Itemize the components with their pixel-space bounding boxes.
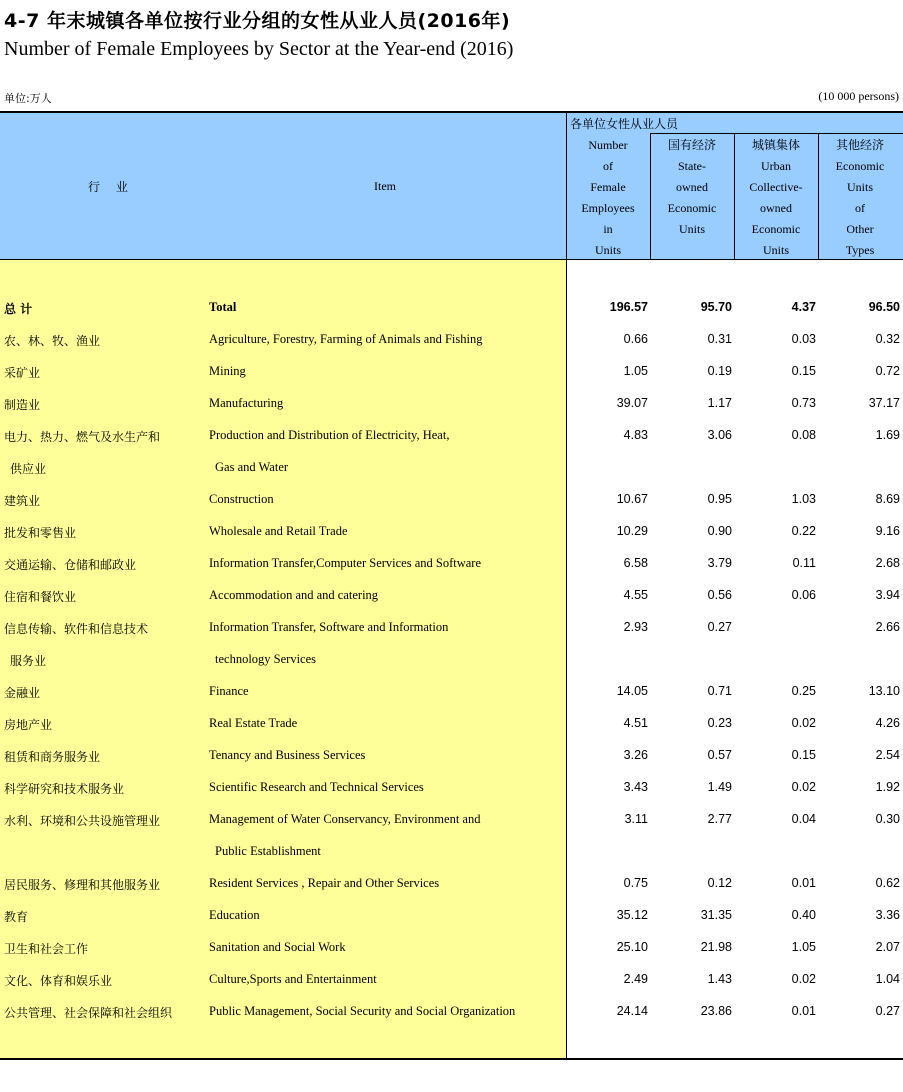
row-value: 1.03 xyxy=(791,492,816,506)
row-label-en: Mining xyxy=(209,364,246,378)
row-value: 0.40 xyxy=(791,908,816,922)
row-label-en: Finance xyxy=(209,684,249,698)
row-value: 13.10 xyxy=(868,684,900,698)
table-row xyxy=(0,420,903,476)
row-value: 0.62 xyxy=(875,876,900,890)
row-label-en: Public Management, Social Security and Social Organization xyxy=(209,1004,516,1018)
row-label-en: Education xyxy=(209,908,260,922)
header-column-en-line: Collective- xyxy=(749,180,803,194)
table-row xyxy=(0,676,903,708)
header-column-en-line: Types xyxy=(845,243,875,257)
header-column-en-line: Units xyxy=(594,243,621,257)
row-value: 3.94 xyxy=(875,588,900,602)
header-item-cn: 行 业 xyxy=(88,180,134,194)
row-value: 39.07 xyxy=(616,396,648,410)
row-label-en: Total xyxy=(209,300,237,314)
table-row xyxy=(0,548,903,580)
row-value: 3.06 xyxy=(707,428,732,442)
row-value: 0.03 xyxy=(791,332,816,346)
row-value: 4.55 xyxy=(623,588,648,602)
row-label-cn: 居民服务、修理和其他服务业 xyxy=(4,878,161,892)
row-value: 0.73 xyxy=(791,396,816,410)
table-row xyxy=(0,388,903,420)
row-value: 0.27 xyxy=(707,620,732,634)
row-value: 3.43 xyxy=(623,780,648,794)
header-column xyxy=(818,135,902,261)
row-label-en: Wholesale and Retail Trade xyxy=(209,524,348,538)
table-row xyxy=(0,612,903,668)
header-column-en-line: in xyxy=(603,222,613,236)
row-value: 1.04 xyxy=(875,972,900,986)
row-label-en: Management of Water Conservancy, Environment and xyxy=(209,812,481,826)
table-row xyxy=(0,932,903,964)
table-row xyxy=(0,356,903,388)
row-value: 10.29 xyxy=(616,524,648,538)
row-value: 0.71 xyxy=(707,684,732,698)
row-value: 25.10 xyxy=(616,940,648,954)
header-column-en-line: Economic xyxy=(667,201,717,215)
row-label-en: Resident Services , Repair and Other Services xyxy=(209,876,440,890)
row-label-en: Construction xyxy=(209,492,274,506)
row-value: 0.27 xyxy=(875,1004,900,1018)
row-value: 21.98 xyxy=(700,940,732,954)
table-row xyxy=(0,868,903,900)
row-label-cn: 水利、环境和公共设施管理业 xyxy=(4,814,161,828)
row-value: 0.72 xyxy=(875,364,900,378)
row-value: 0.25 xyxy=(791,684,816,698)
row-value: 31.35 xyxy=(700,908,732,922)
table-row xyxy=(0,484,903,516)
row-label-cn: 总 计 xyxy=(4,302,33,316)
header-group-label: 各单位女性从业人员 xyxy=(570,117,679,131)
row-value: 0.02 xyxy=(791,716,816,730)
row-label-en: Scientific Research and Technical Services xyxy=(209,780,424,794)
row-value: 3.36 xyxy=(875,908,900,922)
row-value: 2.93 xyxy=(623,620,648,634)
row-value: 1.43 xyxy=(707,972,732,986)
row-value: 95.70 xyxy=(700,300,732,314)
row-label-cn: 租赁和商务服务业 xyxy=(4,750,101,764)
header-column-en-line: Units xyxy=(762,243,789,257)
top-rule xyxy=(0,111,903,113)
row-label-en-cont: technology Services xyxy=(215,652,317,666)
bottom-rule xyxy=(0,1058,903,1060)
row-value: 1.05 xyxy=(623,364,648,378)
divider-group-sub xyxy=(650,133,903,134)
header-column-en-line: of xyxy=(855,201,865,215)
row-value: 0.15 xyxy=(791,748,816,762)
table-row xyxy=(0,804,903,858)
row-value: 0.06 xyxy=(791,588,816,602)
row-value: 4.51 xyxy=(623,716,648,730)
table-row xyxy=(0,996,903,1028)
header-column-en-line: Employees xyxy=(581,201,635,215)
table-title-en: Number of Female Employees by Sector at the Year-end (2016) xyxy=(4,38,514,60)
row-value: 2.66 xyxy=(875,620,900,634)
row-value: 0.95 xyxy=(707,492,732,506)
table-row xyxy=(0,516,903,548)
row-value: 0.02 xyxy=(791,972,816,986)
header-column-en-line: Female xyxy=(590,180,626,194)
row-value: 2.68 xyxy=(875,556,900,570)
row-label-cn: 批发和零售业 xyxy=(4,526,77,540)
row-label-cn: 农、林、牧、渔业 xyxy=(4,334,101,348)
header-column-en-line: State- xyxy=(678,159,706,173)
row-value: 4.37 xyxy=(791,300,816,314)
row-value: 2.54 xyxy=(875,748,900,762)
row-value: 14.05 xyxy=(616,684,648,698)
row-label-cn: 房地产业 xyxy=(4,718,53,732)
row-value: 1.92 xyxy=(875,780,900,794)
row-value: 4.83 xyxy=(623,428,648,442)
table-row xyxy=(0,964,903,996)
header-item-en: Item xyxy=(374,179,396,193)
row-value: 1.69 xyxy=(875,428,900,442)
row-value: 0.01 xyxy=(791,876,816,890)
row-value: 0.01 xyxy=(791,1004,816,1018)
row-value: 35.12 xyxy=(616,908,648,922)
row-value: 0.30 xyxy=(875,812,900,826)
row-value: 1.49 xyxy=(707,780,732,794)
header-column-en-line: owned xyxy=(760,201,792,215)
header-column-en-line: owned xyxy=(676,180,708,194)
table-row xyxy=(0,740,903,772)
table-row xyxy=(0,292,903,324)
row-value: 1.05 xyxy=(791,940,816,954)
header-column-en-line: Economic xyxy=(835,159,885,173)
row-value: 0.11 xyxy=(792,556,816,570)
row-value: 3.79 xyxy=(707,556,732,570)
row-value: 0.90 xyxy=(707,524,732,538)
table-row xyxy=(0,708,903,740)
row-value: 196.57 xyxy=(609,300,648,314)
table-row xyxy=(0,580,903,612)
row-value: 0.15 xyxy=(791,364,816,378)
row-label-cn-cont: 供应业 xyxy=(10,462,47,476)
header-column xyxy=(566,135,650,261)
header-column xyxy=(734,135,818,261)
row-value: 0.31 xyxy=(707,332,732,346)
row-label-cn: 电力、热力、燃气及水生产和 xyxy=(4,430,161,444)
table-row xyxy=(0,324,903,356)
row-value: 0.32 xyxy=(875,332,900,346)
header-column xyxy=(650,135,734,240)
row-label-en: Accommodation and and catering xyxy=(209,588,379,602)
row-label-en: Agriculture, Forestry, Farming of Animals and Fishing xyxy=(209,332,483,346)
row-value: 0.08 xyxy=(791,428,816,442)
row-value: 96.50 xyxy=(868,300,900,314)
header-column-cn: 国有经济 xyxy=(667,138,716,152)
header-column-en-line: Number xyxy=(588,138,628,152)
header-column-en-line: Economic xyxy=(751,222,801,236)
row-label-cn-cont: 服务业 xyxy=(10,654,47,668)
row-value: 0.56 xyxy=(707,588,732,602)
row-label-cn: 卫生和社会工作 xyxy=(4,942,89,956)
row-value: 0.02 xyxy=(791,780,816,794)
row-label-en: Culture,Sports and Entertainment xyxy=(209,972,377,986)
row-label-en: Production and Distribution of Electricity, Heat, xyxy=(209,428,450,442)
row-value: 0.66 xyxy=(623,332,648,346)
table-title-cn: 4-7 年末城镇各单位按行业分组的女性从业人员(2016年) xyxy=(4,10,511,32)
row-label-cn: 信息传输、软件和信息技术 xyxy=(4,622,149,636)
table-row xyxy=(0,900,903,932)
row-label-en-cont: Public Establishment xyxy=(215,844,321,858)
row-value: 6.58 xyxy=(623,556,648,570)
header-column-en-line: of xyxy=(603,159,613,173)
row-value: 10.67 xyxy=(616,492,648,506)
header-column-en-line: Other xyxy=(846,222,874,236)
row-value: 23.86 xyxy=(700,1004,732,1018)
row-label-en-cont: Gas and Water xyxy=(215,460,289,474)
row-label-cn: 交通运输、仓储和邮政业 xyxy=(4,558,137,572)
row-label-en: Information Transfer,Computer Services and Software xyxy=(209,556,482,570)
row-value: 0.23 xyxy=(707,716,732,730)
row-label-cn: 教育 xyxy=(4,910,29,924)
row-value: 0.12 xyxy=(707,876,732,890)
row-value: 0.04 xyxy=(791,812,816,826)
row-label-cn: 建筑业 xyxy=(4,494,41,508)
row-value: 0.22 xyxy=(791,524,816,538)
row-value: 37.17 xyxy=(868,396,900,410)
header-column-cn: 其他经济 xyxy=(835,138,884,152)
header-column-cn: 城镇集体 xyxy=(751,138,800,152)
row-value: 1.17 xyxy=(707,396,732,410)
row-value: 0.19 xyxy=(707,364,732,378)
row-value: 9.16 xyxy=(875,524,900,538)
row-value: 0.75 xyxy=(623,876,648,890)
unit-label-en: (10 000 persons) xyxy=(818,89,899,103)
row-label-en: Tenancy and Business Services xyxy=(209,748,366,762)
header-column-en-line: Units xyxy=(846,180,873,194)
row-label-en: Information Transfer, Software and Information xyxy=(209,620,449,634)
row-value: 4.26 xyxy=(875,716,900,730)
row-value: 0.57 xyxy=(707,748,732,762)
row-value: 2.49 xyxy=(623,972,648,986)
row-value: 24.14 xyxy=(616,1004,648,1018)
row-label-cn: 采矿业 xyxy=(4,366,41,380)
row-value: 3.11 xyxy=(624,812,648,826)
row-label-en: Real Estate Trade xyxy=(209,716,298,730)
row-label-cn: 公共管理、社会保障和社会组织 xyxy=(4,1006,173,1020)
row-label-cn: 制造业 xyxy=(4,398,41,412)
row-value: 8.69 xyxy=(875,492,900,506)
header-column-en-line: Urban xyxy=(761,159,791,173)
row-label-cn: 科学研究和技术服务业 xyxy=(4,782,125,796)
row-label-en: Manufacturing xyxy=(209,396,284,410)
row-label-cn: 文化、体育和娱乐业 xyxy=(4,974,113,988)
header-column-en-line: Units xyxy=(678,222,705,236)
unit-label-cn: 单位:万人 xyxy=(4,92,52,105)
row-value: 2.07 xyxy=(875,940,900,954)
row-value: 3.26 xyxy=(623,748,648,762)
row-label-cn: 住宿和餐饮业 xyxy=(4,590,77,604)
row-label-en: Sanitation and Social Work xyxy=(209,940,346,954)
row-label-cn: 金融业 xyxy=(4,686,41,700)
table-row xyxy=(0,772,903,804)
row-value: 2.77 xyxy=(707,812,732,826)
